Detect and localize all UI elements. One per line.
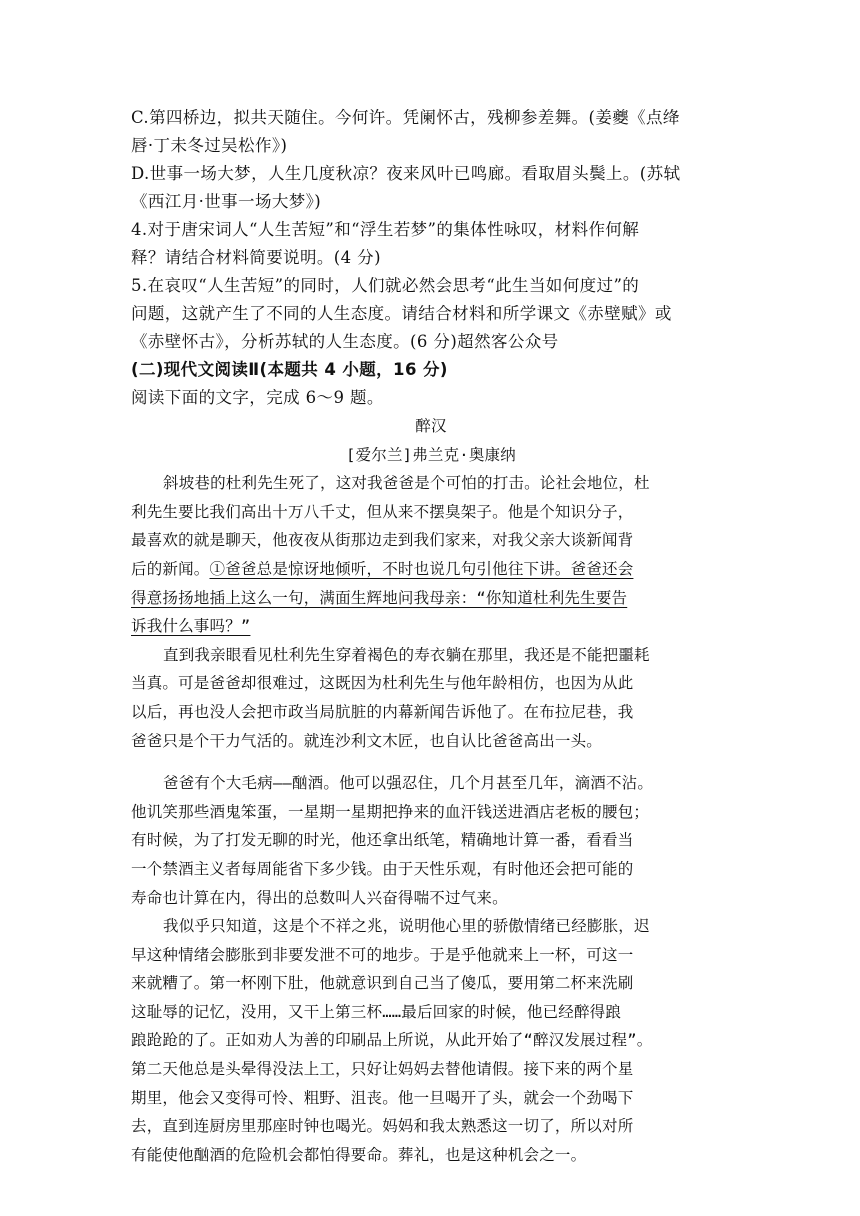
paragraph-3 xyxy=(131,769,731,912)
section-header xyxy=(131,356,731,412)
option-d-line-1: D.世事一场大梦，人生几度秋凉？夜来风叶已鸣廊。看取眉头鬓上。(苏轼 xyxy=(131,164,681,183)
paragraph-1-line-6 xyxy=(131,612,731,641)
paragraph-4-line-5: 踉跄跄的了。正如劝人为善的印刷品上所说，从此开始了“醉汉发展过程”。 xyxy=(131,1031,653,1050)
question-5-line-1: 5.在哀叹“人生苦短”的同时，人们就必然会思考“此生当如何度过”的 xyxy=(131,276,640,295)
paragraph-1-line-3: 最喜欢的就是聊天，他夜夜从街那边走到我们家来，对我父亲大谈新闻背 xyxy=(131,531,634,550)
paragraph-2 xyxy=(131,641,731,755)
question-5-line-2: 问题，这就产生了不同的人生态度。请结合材料和所学课文《赤壁赋》或 xyxy=(131,304,672,323)
paragraph-1-line-2: 利先生要比我们高出十万八千丈，但从来不摆臭架子。他是个知识分子， xyxy=(131,502,634,521)
paragraph-4-line-9: 有能使他酗酒的危险机会都怕得要命。葬礼，也是这种机会之一。 xyxy=(131,1145,587,1164)
paragraph-2-line-2: 当真。可是爸爸却很难过，这既因为杜利先生与他年龄相仿，也因为从此 xyxy=(131,674,634,693)
paragraph-3-line-3: 有时候，为了打发无聊的时光，他还拿出纸笔，精确地计算一番，看看当 xyxy=(131,831,634,850)
section-heading: (二)现代文阅读Ⅱ(本题共 4 小题，16 分) xyxy=(131,360,448,379)
paragraph-4-line-6: 第二天他总是头晕得没法上工，只好让妈妈去替他请假。接下来的两个星 xyxy=(131,1060,634,1079)
document-page xyxy=(131,104,731,1169)
paragraph-4-line-1: 我似乎只知道，这是个不祥之兆，说明他心里的骄傲情绪已经膨胀，迟 xyxy=(163,917,650,936)
story-text xyxy=(131,412,731,1169)
option-c-line-2: 唇·丁未冬过吴松作》) xyxy=(131,136,288,155)
paragraph-1 xyxy=(131,469,731,641)
paragraph-2-line-3: 以后，再也没人会把市政当局肮脏的内幕新闻告诉他了。在布拉尼巷，我 xyxy=(131,702,634,721)
paragraph-4-line-8: 去，直到连厨房里那座时钟也喝光。妈妈和我太熟悉这一切了，所以对所 xyxy=(131,1117,634,1136)
paragraph-gap xyxy=(131,755,731,769)
paragraph-3-line-5: 寿命也计算在内，得出的总数叫人兴奋得喘不过气来。 xyxy=(131,888,508,907)
paragraph-3-line-1: 爸爸有个大毛病——酗酒。他可以强忍住，几个月甚至几年，滴酒不沾。 xyxy=(163,774,654,793)
paragraph-2-line-4: 爸爸只是个干力气活的。就连沙利文木匠，也自认比爸爸高出一头。 xyxy=(131,731,603,750)
section-instruction: 阅读下面的文字，完成 6～9 题。 xyxy=(131,388,384,407)
option-c-line-1: C.第四桥边，拟共天随住。今何许。凭阑怀古，残柳参差舞。(姜夔《点绛 xyxy=(131,108,680,127)
paragraph-1-line-4 xyxy=(131,555,731,584)
question-4-line-2: 释？请结合材料简要说明。(4 分) xyxy=(131,248,381,267)
paragraph-4-line-3: 来就糟了。第一杯刚下肚，他就意识到自己当了傻瓜，要用第二杯来洗刷 xyxy=(131,974,634,993)
story-author: [爱尔兰]弗兰克·奥康纳 xyxy=(346,445,516,464)
paragraph-3-line-4: 一个禁酒主义者每周能省下多少钱。由于天性乐观，有时他还会把可能的 xyxy=(131,859,634,878)
question-5-line-3: 《赤壁怀古》，分析苏轼的人生态度。(6 分)超然客公众号 xyxy=(131,332,559,351)
paragraph-2-line-1: 直到我亲眼看见杜利先生穿着褐色的寿衣躺在那里，我还是不能把噩耗 xyxy=(163,645,650,664)
story-title: 醉汉 xyxy=(415,417,447,435)
paragraph-4 xyxy=(131,912,731,1169)
underlined-sentence-1-end: 诉我什么事吗？” xyxy=(131,617,251,636)
paragraph-4-line-7: 期里，他会又变得可怜、粗野、沮丧。他一旦喝开了头，就会一个劲喝下 xyxy=(131,1088,634,1107)
question-options xyxy=(131,104,731,356)
paragraph-4-line-2: 早这种情绪会膨胀到非要发泄不可的地步。于是乎他就来上一杯，可这一 xyxy=(131,945,634,964)
underlined-sentence-1: ①爸爸总是惊讶地倾听，不时也说几句引他往下讲。爸爸还会 xyxy=(209,559,634,578)
option-d-line-2: 《西江月·世事一场大梦》) xyxy=(131,192,322,211)
paragraph-4-line-4: 这耻辱的记忆，没用，又干上第三杯……最后回家的时候，他已经醉得踉 xyxy=(131,1002,622,1021)
paragraph-1-line-4-plain: 后的新闻。 xyxy=(131,559,210,578)
question-4-line-1: 4.对于唐宋词人“人生苦短”和“浮生若梦”的集体性咏叹，材料作何解 xyxy=(131,220,640,239)
paragraph-3-line-2: 他讥笑那些酒鬼笨蛋，一星期一星期把挣来的血汗钱送进酒店老板的腰包； xyxy=(131,802,650,821)
paragraph-1-line-1: 斜坡巷的杜利先生死了，这对我爸爸是个可怕的打击。论社会地位，杜 xyxy=(163,474,650,493)
underlined-sentence-1-cont: 得意扬扬地插上这么一句，满面生辉地问我母亲：“你知道杜利先生要告 xyxy=(131,588,628,607)
